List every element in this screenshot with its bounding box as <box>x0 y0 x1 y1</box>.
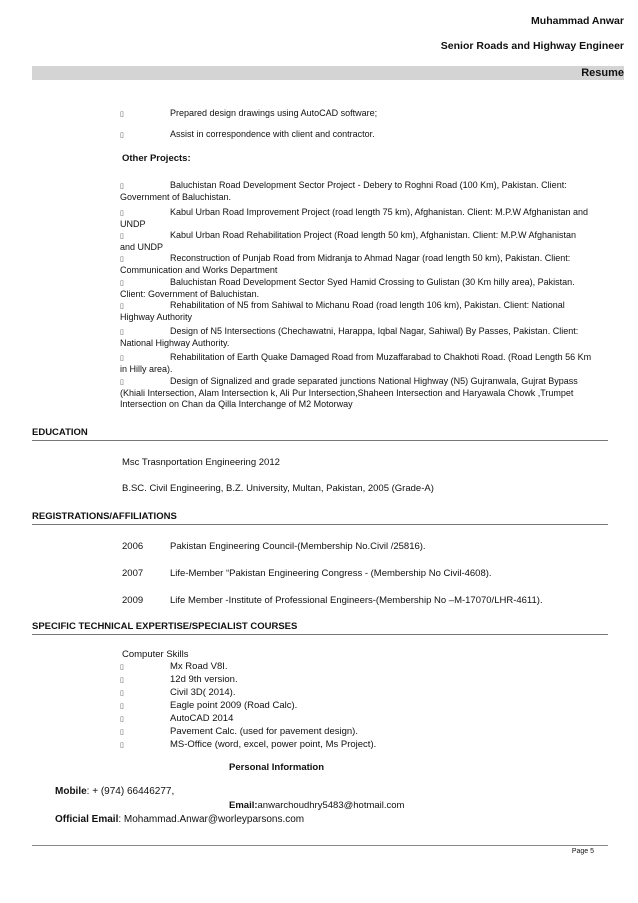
bullet-icon: ▯ <box>120 303 124 310</box>
bullet-icon: ▯ <box>120 690 124 697</box>
registration-year: 2006 <box>122 541 144 552</box>
skill-item: Mx Road V8I. <box>170 661 228 672</box>
mobile-line <box>55 786 174 797</box>
bullet-icon: ▯ <box>120 355 124 362</box>
skill-item: Pavement Calc. (used for pavement design). <box>170 726 358 737</box>
bullet-icon: ▯ <box>120 111 124 118</box>
project-item: Baluchistan Road Development Sector Project - Debery to Roghni Road (100 Km), Pakistan. Client: Government of Baluchistan. <box>120 180 567 202</box>
bullet-icon: ▯ <box>120 677 124 684</box>
bullet-icon: ▯ <box>120 280 124 287</box>
project-item: Reconstruction of Punjab Road from Midranja to Ahmad Nagar (road length 50 km), Pakistan. Client: Communication and Works Department <box>120 253 571 275</box>
registrations-heading: REGISTRATIONS/AFFILIATIONS <box>32 511 177 522</box>
project-item: Design of Signalized and grade separated junctions National Highway (N5) Gujranwala, Gujrat Bypass (Khiali Intersection, Alam Intersection k, Ali Pur Intersection,Shaheen Intersection and Haryawala Chowk ,Trumpet Intersection on Chan da Qilla Interchange of M2 Motorway <box>120 376 578 410</box>
project-item: Kabul Urban Road Improvement Project (road length 75 km), Afghanistan. Client: M.P.W Afghanistan and UNDP <box>120 207 589 229</box>
other-projects-heading: Other Projects: <box>122 153 191 164</box>
education-item: Msc Trasnportation Engineering 2012 <box>122 457 280 468</box>
bullet-icon: ▯ <box>120 716 124 723</box>
page-number: Page 5 <box>571 848 594 855</box>
expertise-heading: SPECIFIC TECHNICAL EXPERTISE/SPECIALIST COURSES <box>32 621 298 632</box>
intro-bullet: Prepared design drawings using AutoCAD software; <box>170 108 378 118</box>
official-email-line <box>55 814 304 825</box>
email-line <box>229 800 404 811</box>
section-divider <box>32 440 608 441</box>
project-item: Rehabilitation of N5 from Sahiwal to Michanu Road (road length 106 km), Pakistan. Client: National Highway Authority <box>120 300 565 322</box>
bullet-icon: ▯ <box>120 742 124 749</box>
intro-bullet: Assist in correspondence with client and contractor. <box>170 129 375 139</box>
registration-text: Life Member -Institute of Professional Engineers-(Membership No –M-17070/LHR-4611). <box>170 595 543 606</box>
job-title: Senior Roads and Highway Engineer <box>440 40 624 52</box>
official-email-label: Official Email <box>55 814 119 825</box>
bullet-icon: ▯ <box>120 233 124 240</box>
education-heading: EDUCATION <box>32 427 88 438</box>
mobile-value: : + (974) 66446277, <box>86 786 175 797</box>
bullet-icon: ▯ <box>120 664 124 671</box>
resume-banner <box>32 66 624 80</box>
bullet-icon: ▯ <box>120 703 124 710</box>
section-divider <box>32 524 608 525</box>
resume-label: Resume <box>581 67 624 79</box>
personal-info-heading: Personal Information <box>229 762 325 773</box>
project-item: Rehabilitation of Earth Quake Damaged Road from Muzaffarabad to Chakhoti Road. (Road Length 56 Km in Hilly area). <box>120 352 592 374</box>
section-divider <box>32 634 608 635</box>
education-item: B.SC. Civil Engineering, B.Z. University, Multan, Pakistan, 2005 (Grade-A) <box>122 483 434 494</box>
bullet-icon: ▯ <box>120 256 124 263</box>
computer-skills-heading: Computer Skills <box>122 649 189 660</box>
registration-year: 2009 <box>122 595 144 606</box>
email-value[interactable]: anwarchoudhry5483@hotmail.com <box>257 800 405 811</box>
mobile-label: Mobile <box>55 786 87 797</box>
project-item: Kabul Urban Road Rehabilitation Project (Road length 50 km), Afghanistan. Client: M.P.W Afghanistan and UNDP <box>120 230 577 252</box>
bullet-icon: ▯ <box>120 132 124 139</box>
author-name: Muhammad Anwar <box>531 15 624 27</box>
skill-item: Civil 3D( 2014). <box>170 687 236 698</box>
skill-item: Eagle point 2009 (Road Calc). <box>170 700 298 711</box>
registration-year: 2007 <box>122 568 144 579</box>
bullet-icon: ▯ <box>120 379 124 386</box>
registration-text: Pakistan Engineering Council-(Membership No.Civil /25816). <box>170 541 426 552</box>
bullet-icon: ▯ <box>120 329 124 336</box>
skill-item: AutoCAD 2014 <box>170 713 234 724</box>
project-item: Design of N5 Intersections (Chechawatni, Harappa, Iqbal Nagar, Sahiwal) By Passes, Pakistan. Client: National Highway Authority. <box>120 326 579 348</box>
bullet-icon: ▯ <box>120 210 124 217</box>
footer-divider <box>32 845 608 846</box>
official-email-value[interactable]: : Mohammad.Anwar@worleyparsons.com <box>118 814 305 825</box>
bullet-icon: ▯ <box>120 183 124 190</box>
skill-item: 12d 9th version. <box>170 674 238 685</box>
skill-item: MS-Office (word, excel, power point, Ms Project). <box>170 739 377 750</box>
bullet-icon: ▯ <box>120 729 124 736</box>
email-label: Email: <box>229 800 258 811</box>
registration-text: Life-Member “Pakistan Engineering Congress - (Membership No Civil-4608). <box>170 568 492 579</box>
project-item: Baluchistan Road Development Sector Syed Hamid Crossing to Gulistan (30 Km hilly area), Pakistan. Client: Government of Baluchistan. <box>120 277 575 299</box>
